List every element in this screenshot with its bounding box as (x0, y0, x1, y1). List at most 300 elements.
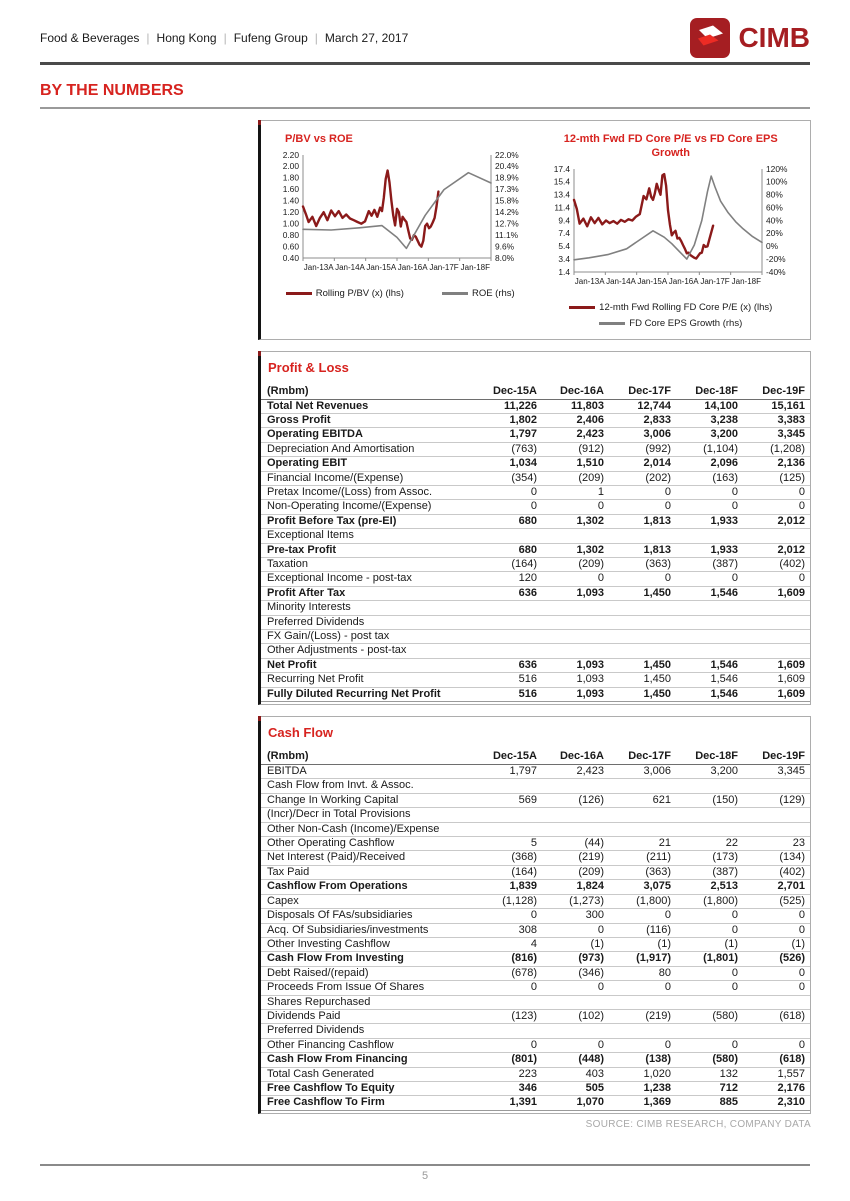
fwd-pe-vs-eps-growth-chart (536, 127, 807, 335)
cell-value: 0 (731, 485, 738, 498)
row-label: Other Non-Cash (Income)/Expense (267, 822, 440, 835)
cell-value: (129) (779, 793, 805, 806)
cell-value: (363) (645, 865, 671, 878)
cell-value: (402) (779, 557, 805, 570)
cell-value: (219) (578, 851, 604, 864)
cell-value: 0 (798, 1038, 805, 1051)
cell-value: 3,345 (777, 428, 805, 441)
cell-value: (134) (779, 851, 805, 864)
cell-value: 680 (518, 514, 537, 527)
cell-value (676, 822, 743, 836)
cell-value: 1,450 (643, 673, 671, 686)
table-row (261, 428, 810, 442)
cell-value (475, 615, 542, 629)
column-header: Dec-15A (475, 749, 542, 765)
svg-text:17.3%: 17.3% (495, 183, 519, 194)
cell-value: (173) (712, 851, 738, 864)
table-row (261, 442, 810, 456)
legend-label: ROE (rhs) (471, 287, 515, 299)
table-row (261, 485, 810, 499)
svg-text:12.7%: 12.7% (495, 218, 519, 229)
cell-value: 2,833 (643, 413, 671, 426)
cell-value: 1,093 (576, 658, 604, 671)
cell-value: 885 (719, 1096, 738, 1109)
table-row (261, 399, 810, 413)
cell-value (676, 995, 743, 1009)
table-row (261, 658, 810, 672)
row-label: Shares Repurchased (267, 995, 371, 1008)
cell-value: 1,609 (777, 687, 805, 700)
svg-text:Jan-17F: Jan-17F (429, 262, 459, 272)
table-row (261, 851, 810, 865)
cell-value (475, 1024, 542, 1038)
cell-value: 1,802 (509, 413, 537, 426)
cell-value: 712 (719, 1081, 738, 1094)
cell-value: 132 (719, 1067, 738, 1080)
cell-value (475, 822, 542, 836)
svg-text:0.80: 0.80 (282, 229, 300, 240)
svg-text:0.60: 0.60 (282, 241, 300, 252)
row-label: Exceptional Income - post-tax (267, 572, 412, 585)
breadcrumb-separator: | (223, 31, 227, 45)
row-label: Acq. Of Subsidiaries/investments (267, 923, 429, 936)
svg-text:80%: 80% (765, 189, 783, 200)
cell-value: 4 (530, 937, 537, 950)
cell-value: 3,200 (710, 765, 738, 778)
row-label: Financial Income/(Expense) (267, 471, 404, 484)
breadcrumb-company: Fufeng Group (233, 31, 308, 45)
cell-value: 0 (530, 485, 537, 498)
table-row (261, 1067, 810, 1081)
row-label: Other Adjustments - post-tax (267, 644, 407, 657)
table-row (261, 586, 810, 600)
breadcrumb-country: Hong Kong (156, 31, 217, 45)
cell-value: (1,128) (502, 894, 537, 907)
legend-line-swatch (442, 292, 468, 295)
row-label: Profit After Tax (267, 586, 346, 599)
profit-and-loss-table (261, 384, 810, 703)
cell-value: 1,510 (576, 457, 604, 470)
cell-value: (1,800) (703, 894, 738, 907)
row-label: Free Cashflow To Equity (267, 1081, 395, 1094)
svg-text:100%: 100% (765, 176, 788, 187)
cell-value: (1,104) (703, 442, 738, 455)
cell-value (609, 995, 676, 1009)
cell-value: 3,006 (643, 428, 671, 441)
table-row (261, 981, 810, 995)
cell-value: (763) (511, 442, 537, 455)
cell-value: (209) (578, 471, 604, 484)
cell-value (542, 529, 609, 543)
cell-value: 2,406 (576, 413, 604, 426)
cell-value (609, 808, 676, 822)
breadcrumb (40, 31, 408, 45)
svg-text:Jan-16A: Jan-16A (398, 262, 428, 272)
cell-value: 0 (731, 500, 738, 513)
svg-text:1.00: 1.00 (282, 218, 300, 229)
svg-text:1.80: 1.80 (282, 172, 300, 183)
svg-text:15.4: 15.4 (553, 176, 570, 187)
cell-value: 2,096 (710, 457, 738, 470)
cell-value: 2,310 (777, 1096, 805, 1109)
svg-text:18.9%: 18.9% (495, 172, 519, 183)
cell-value: (209) (578, 557, 604, 570)
cell-value: (678) (511, 966, 537, 979)
cell-value: 0 (530, 981, 537, 994)
cell-value: 223 (518, 1067, 537, 1080)
unit-label: (Rmbm) (261, 384, 475, 400)
row-label: Net Profit (267, 658, 317, 671)
section-title: Cash Flow (268, 725, 334, 741)
cell-value (542, 630, 609, 644)
charts-panel (258, 120, 811, 340)
column-header: Dec-19F (743, 384, 810, 400)
cell-value: (912) (578, 442, 604, 455)
cell-value: 0 (597, 1038, 604, 1051)
table-row (261, 543, 810, 557)
cell-value: 0 (798, 966, 805, 979)
cell-value (542, 644, 609, 658)
cell-value (743, 529, 810, 543)
cell-value: 621 (652, 793, 671, 806)
svg-text:Jan-14A: Jan-14A (335, 262, 366, 272)
cell-value: 11,226 (503, 399, 537, 412)
cell-value: 1,609 (777, 658, 805, 671)
svg-text:20.4%: 20.4% (495, 160, 519, 171)
cell-value: 308 (518, 923, 537, 936)
chart-legend (569, 302, 772, 329)
row-label: Recurring Net Profit (267, 673, 364, 686)
cell-value: (580) (712, 1009, 738, 1022)
cell-value: 3,200 (710, 428, 738, 441)
cell-value: (1,917) (636, 952, 671, 965)
cell-value (475, 808, 542, 822)
table-row (261, 880, 810, 894)
row-label: Taxation (267, 557, 308, 570)
cell-value (475, 630, 542, 644)
svg-text:9.4: 9.4 (558, 214, 570, 225)
cell-value (609, 779, 676, 793)
legend-label: Rolling P/BV (x) (lhs) (315, 287, 404, 299)
table-row (261, 1053, 810, 1067)
cell-value (542, 779, 609, 793)
cell-value: 1,797 (509, 428, 537, 441)
table-row (261, 909, 810, 923)
breadcrumb-sector: Food & Beverages (40, 31, 140, 45)
svg-text:Jan-18F: Jan-18F (731, 276, 761, 286)
row-label: EBITDA (267, 765, 307, 778)
cell-value: 1,557 (777, 1067, 805, 1080)
svg-text:9.6%: 9.6% (495, 241, 515, 252)
cell-value (743, 601, 810, 615)
table-row (261, 687, 810, 701)
cell-value: 569 (518, 793, 537, 806)
row-label: Tax Paid (267, 865, 310, 878)
cell-value: 1,609 (777, 673, 805, 686)
row-label: Other Investing Cashflow (267, 937, 390, 950)
cell-value: 21 (658, 837, 671, 850)
svg-text:Jan-14A: Jan-14A (605, 276, 636, 286)
table-row (261, 471, 810, 485)
cell-value (676, 601, 743, 615)
table-row (261, 1096, 810, 1110)
table-row (261, 644, 810, 658)
cell-value: 2,136 (777, 457, 805, 470)
cell-value: 1,093 (576, 687, 604, 700)
row-label: Disposals Of FAs/subsidiaries (267, 909, 413, 922)
row-label: Non-Operating Income/(Expense) (267, 500, 432, 513)
cell-value: (219) (645, 1009, 671, 1022)
cell-value: 2,176 (777, 1081, 805, 1094)
page-footer (40, 1164, 810, 1184)
cell-value: 2,014 (643, 457, 671, 470)
cell-value: (618) (779, 1053, 805, 1066)
row-label: Preferred Dividends (267, 615, 365, 628)
cell-value: (211) (646, 851, 671, 864)
cell-value: (1) (724, 937, 738, 950)
cell-value: 1,813 (643, 514, 671, 527)
cell-value: (44) (584, 837, 604, 850)
breadcrumb-separator: | (146, 31, 150, 45)
cell-value: (973) (578, 952, 604, 965)
cell-value (542, 995, 609, 1009)
svg-text:22.0%: 22.0% (495, 149, 519, 160)
cell-value (676, 615, 743, 629)
table-row (261, 995, 810, 1009)
cell-value: (1) (590, 937, 604, 950)
svg-text:120%: 120% (765, 163, 788, 174)
svg-text:Jan-17F: Jan-17F (700, 276, 730, 286)
chart-title: P/BV vs ROE (285, 133, 353, 145)
cell-value: (816) (511, 952, 537, 965)
table-row (261, 529, 810, 543)
cell-value: 0 (530, 500, 537, 513)
cell-value: 0 (798, 909, 805, 922)
fwd-pe-vs-eps-growth-plot (539, 163, 803, 298)
table-row (261, 808, 810, 822)
svg-text:13.4: 13.4 (553, 189, 570, 200)
cell-value: (387) (712, 557, 738, 570)
section-title: Profit & Loss (268, 359, 349, 375)
cell-value: 1,839 (509, 880, 537, 893)
table-body (261, 765, 810, 1111)
svg-text:Jan-16A: Jan-16A (668, 276, 699, 286)
table-row (261, 630, 810, 644)
cell-value: 0 (798, 572, 805, 585)
row-label: (Incr)/Decr in Total Provisions (267, 808, 411, 821)
table-row (261, 1024, 810, 1038)
cell-value (609, 529, 676, 543)
cell-value (542, 822, 609, 836)
legend-item (599, 318, 742, 329)
cell-value: 80 (658, 966, 671, 979)
cell-value: 0 (597, 572, 604, 585)
cell-value: (525) (779, 894, 805, 907)
cell-value: 636 (518, 658, 537, 671)
cell-value: (126) (578, 793, 604, 806)
cell-value: 23 (792, 837, 805, 850)
title-divider (40, 107, 810, 109)
cell-value: 3,006 (643, 765, 671, 778)
chart-title: 12-mth Fwd FD Core P/E vs FD Core EPS Growth (563, 133, 778, 159)
unit-label: (Rmbm) (261, 749, 475, 765)
cell-value (743, 630, 810, 644)
cell-value: 0 (731, 572, 738, 585)
cell-value: 12,744 (637, 399, 671, 412)
table-row (261, 1081, 810, 1095)
cell-value (743, 779, 810, 793)
cell-value (743, 808, 810, 822)
cell-value: 1,546 (710, 586, 738, 599)
svg-text:Jan-13A: Jan-13A (304, 262, 334, 272)
cell-value (475, 601, 542, 615)
table-row (261, 952, 810, 966)
svg-text:11.4: 11.4 (554, 201, 570, 212)
svg-text:40%: 40% (765, 214, 783, 225)
header-divider (40, 62, 810, 65)
cell-value: (150) (712, 793, 738, 806)
cell-value: (368) (511, 851, 537, 864)
table-row (261, 894, 810, 908)
svg-text:Jan-13A: Jan-13A (574, 276, 605, 286)
cell-value: 120 (518, 572, 537, 585)
row-label: Preferred Dividends (267, 1024, 365, 1037)
row-label: Minority Interests (267, 601, 351, 614)
cell-value: 14,100 (704, 399, 738, 412)
cell-value: (1,800) (636, 894, 671, 907)
cell-value: (138) (645, 1053, 671, 1066)
cell-value: 0 (731, 909, 738, 922)
cell-value: 3,345 (777, 765, 805, 778)
cell-value: 0 (798, 923, 805, 936)
table-row (261, 457, 810, 471)
breadcrumb-separator: | (314, 31, 318, 45)
cell-value: 0 (664, 500, 671, 513)
svg-text:-20%: -20% (765, 253, 786, 264)
cell-value (475, 995, 542, 1009)
svg-text:Jan-18F: Jan-18F (460, 262, 491, 272)
cell-value (542, 1024, 609, 1038)
cell-value: 1,070 (576, 1096, 604, 1109)
table-row (261, 765, 810, 779)
legend-line-swatch (569, 306, 595, 309)
cell-value: 0 (731, 1038, 738, 1051)
cell-value (475, 779, 542, 793)
cell-value: (125) (779, 471, 805, 484)
row-label: Fully Diluted Recurring Net Profit (267, 687, 441, 700)
cell-value: 0 (664, 981, 671, 994)
cell-value: (363) (645, 557, 671, 570)
svg-text:17.4: 17.4 (553, 163, 570, 174)
cell-value: 1,546 (710, 687, 738, 700)
table-row (261, 673, 810, 687)
svg-text:14.2%: 14.2% (495, 206, 519, 217)
svg-text:20%: 20% (765, 227, 783, 238)
cell-value: (1) (657, 937, 671, 950)
page-number: 5 (421, 1170, 429, 1182)
column-header: Dec-19F (743, 749, 810, 765)
svg-text:1.60: 1.60 (282, 183, 300, 194)
row-label: Other Financing Cashflow (267, 1038, 394, 1051)
cell-value: 0 (731, 923, 738, 936)
cell-value: 3,383 (777, 413, 805, 426)
cell-value: (116) (646, 923, 671, 936)
cell-value: (618) (779, 1009, 805, 1022)
cell-value (609, 601, 676, 615)
cell-value: 1,034 (509, 457, 537, 470)
row-label: FX Gain/(Loss) - post tax (267, 630, 390, 642)
cell-value: (164) (511, 865, 537, 878)
cell-value: 1,546 (710, 658, 738, 671)
cell-value: 680 (518, 543, 537, 556)
row-label: Operating EBIT (267, 457, 348, 470)
cell-value (743, 615, 810, 629)
table-row (261, 865, 810, 879)
cell-value: 1,302 (576, 543, 604, 556)
row-label: Exceptional Items (267, 529, 354, 542)
cell-value: 300 (585, 909, 604, 922)
cell-value: 1,302 (576, 514, 604, 527)
svg-text:2.20: 2.20 (282, 149, 300, 160)
table-row (261, 923, 810, 937)
svg-text:5.4: 5.4 (558, 240, 570, 251)
row-label: Cash Flow From Investing (267, 952, 404, 965)
cell-value: 0 (597, 923, 604, 936)
page-title: BY THE NUMBERS (40, 82, 184, 99)
cell-value: (992) (645, 442, 671, 455)
table-row (261, 966, 810, 980)
cell-value: 0 (664, 909, 671, 922)
column-header: Dec-18F (676, 749, 743, 765)
row-label: Operating EBITDA (267, 428, 363, 441)
column-header: Dec-18F (676, 384, 743, 400)
cell-value: 1,020 (643, 1067, 671, 1080)
row-label: Dividends Paid (267, 1009, 341, 1022)
cell-value: (402) (779, 865, 805, 878)
cell-value: (346) (578, 966, 604, 979)
cell-value (542, 808, 609, 822)
cell-value (676, 644, 743, 658)
cell-value: 0 (664, 572, 671, 585)
table-row (261, 413, 810, 427)
report-header (0, 0, 850, 62)
table-header (261, 384, 810, 400)
legend-label: FD Core EPS Growth (rhs) (629, 317, 743, 329)
cell-value: 0 (664, 1038, 671, 1051)
row-label: Pre-tax Profit (267, 543, 337, 556)
cell-value: 1,391 (509, 1096, 537, 1109)
cell-value (743, 644, 810, 658)
cell-value (609, 1024, 676, 1038)
row-label: Free Cashflow To Firm (267, 1096, 385, 1109)
pbv-vs-roe-chart (265, 127, 536, 335)
svg-text:0.40: 0.40 (282, 252, 300, 263)
legend-label: 12-mth Fwd Rolling FD Core P/E (x) (lhs) (599, 301, 773, 313)
cell-value: 1,824 (576, 880, 604, 893)
cell-value: (801) (511, 1053, 537, 1066)
row-label: Cash Flow from Invt. & Assoc. (267, 779, 414, 792)
cell-value: (448) (578, 1053, 604, 1066)
cell-value: 0 (798, 500, 805, 513)
table-row (261, 937, 810, 951)
row-label: Total Net Revenues (267, 399, 369, 412)
cell-value: 516 (518, 687, 537, 700)
column-header: Dec-16A (542, 749, 609, 765)
cell-value: 1,093 (576, 586, 604, 599)
column-header: Dec-17F (609, 749, 676, 765)
legend-line-swatch (286, 292, 312, 295)
cell-value (676, 779, 743, 793)
